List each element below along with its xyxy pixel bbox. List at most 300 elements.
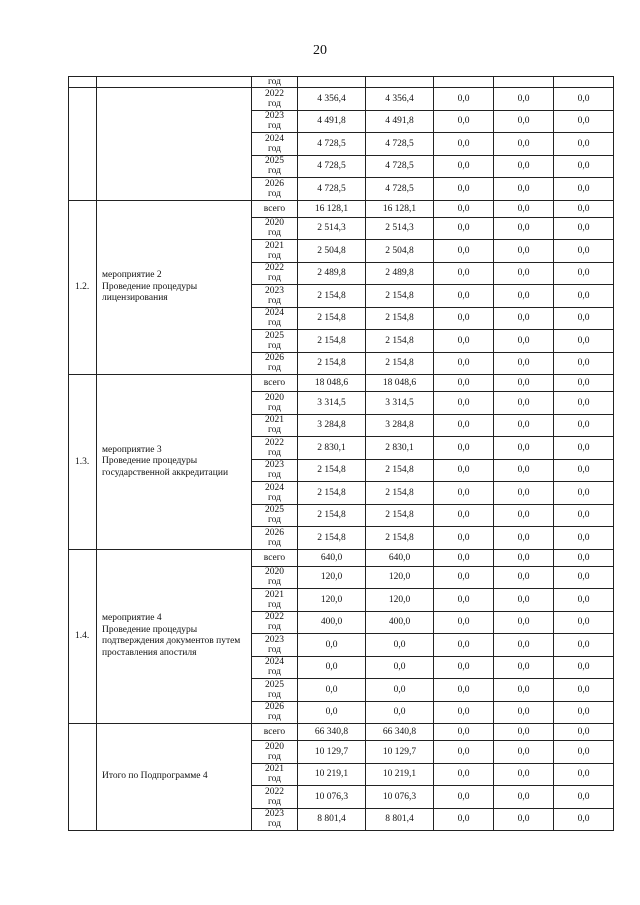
year-suffix: год xyxy=(268,470,281,481)
value-cell: 120,0 xyxy=(298,589,366,612)
year-cell xyxy=(252,741,298,764)
number-cell xyxy=(69,77,97,88)
value-cell: 0,0 xyxy=(494,217,554,240)
year-suffix: год xyxy=(268,295,281,306)
year-value: 2021 xyxy=(265,589,284,600)
value-cell: 0,0 xyxy=(434,178,494,201)
value-cell: 0,0 xyxy=(554,392,614,415)
year-suffix: год xyxy=(268,689,281,700)
value-cell: 0,0 xyxy=(494,178,554,201)
year-value: 2024 xyxy=(265,133,284,144)
value-cell: 0,0 xyxy=(494,656,554,679)
value-cell: 2 154,8 xyxy=(298,330,366,353)
year-suffix: год xyxy=(268,622,281,633)
year-value: 2020 xyxy=(265,218,284,229)
year-value: 2021 xyxy=(265,240,284,251)
value-cell: 0,0 xyxy=(494,724,554,741)
value-cell: 0,0 xyxy=(554,459,614,482)
year-value: всего xyxy=(263,203,286,214)
year-value: 2021 xyxy=(265,764,284,775)
value-cell: 0,0 xyxy=(554,307,614,330)
value-cell: 0,0 xyxy=(434,701,494,724)
value-cell: 0,0 xyxy=(494,414,554,437)
value-cell: 120,0 xyxy=(366,566,434,589)
year-cell: год xyxy=(252,77,298,88)
value-cell: 0,0 xyxy=(554,786,614,809)
year-cell xyxy=(252,88,298,111)
value-cell: 0,0 xyxy=(366,701,434,724)
value-cell: 0,0 xyxy=(554,110,614,133)
value-cell: 120,0 xyxy=(298,566,366,589)
value-cell: 0,0 xyxy=(494,240,554,263)
year-cell xyxy=(252,307,298,330)
value-cell: 0,0 xyxy=(298,656,366,679)
year-value: 2022 xyxy=(265,612,284,623)
value-cell: 0,0 xyxy=(434,375,494,392)
year-cell xyxy=(252,589,298,612)
value-cell: 0,0 xyxy=(554,724,614,741)
value-cell: 0,0 xyxy=(554,330,614,353)
table-row-continuation xyxy=(69,77,614,88)
year-value: 2021 xyxy=(265,415,284,426)
value-cell: 0,0 xyxy=(554,808,614,831)
value-cell: 0,0 xyxy=(554,504,614,527)
value-cell: 0,0 xyxy=(494,679,554,702)
value-cell: 0,0 xyxy=(494,110,554,133)
value-cell: 3 284,8 xyxy=(298,414,366,437)
year-cell xyxy=(252,482,298,505)
item-name xyxy=(97,200,252,375)
year-value: 2025 xyxy=(265,505,284,516)
value-cell: 2 154,8 xyxy=(298,285,366,308)
item-name-line: Проведение процедуры xyxy=(102,281,198,292)
value-cell: 2 154,8 xyxy=(298,307,366,330)
year-cell xyxy=(252,459,298,482)
value-cell: 16 128,1 xyxy=(366,200,434,217)
value-cell: 0,0 xyxy=(434,217,494,240)
table-row xyxy=(69,375,614,392)
year-cell xyxy=(252,330,298,353)
value-cell: 0,0 xyxy=(554,200,614,217)
year-cell xyxy=(252,110,298,133)
value-cell: 0,0 xyxy=(554,155,614,178)
value-cell: 0,0 xyxy=(366,634,434,657)
year-cell xyxy=(252,240,298,263)
year-cell xyxy=(252,200,298,217)
value-cell: 0,0 xyxy=(434,656,494,679)
year-suffix: год xyxy=(268,537,281,548)
year-value: 2025 xyxy=(265,156,284,167)
value-cell: 0,0 xyxy=(554,133,614,156)
item-name-line: мероприятие 3 xyxy=(102,444,162,455)
year-cell xyxy=(252,437,298,460)
year-suffix: год xyxy=(268,492,281,503)
value-cell: 10 129,7 xyxy=(298,741,366,764)
year-value: всего xyxy=(263,727,286,737)
year-cell xyxy=(252,217,298,240)
value-cell: 0,0 xyxy=(494,763,554,786)
table-row xyxy=(69,549,614,566)
value-cell: 0,0 xyxy=(554,527,614,550)
value-cell: 10 076,3 xyxy=(298,786,366,809)
value-cell: 0,0 xyxy=(434,549,494,566)
year-cell xyxy=(252,178,298,201)
value-cell: 0,0 xyxy=(434,786,494,809)
item-name xyxy=(97,88,252,201)
value-cell: 2 154,8 xyxy=(366,330,434,353)
value-cell: 4 491,8 xyxy=(298,110,366,133)
value-cell: 0,0 xyxy=(434,763,494,786)
item-name-line: Итого по Подпрограмме 4 xyxy=(102,771,208,782)
value-cell: 2 504,8 xyxy=(298,240,366,263)
value-cell: 0,0 xyxy=(494,133,554,156)
year-cell xyxy=(252,504,298,527)
year-suffix: год xyxy=(268,796,281,807)
value-cell: 0,0 xyxy=(434,527,494,550)
value-cell xyxy=(554,77,614,88)
value-cell: 0,0 xyxy=(554,611,614,634)
year-suffix: год xyxy=(268,340,281,351)
year-suffix: год xyxy=(268,143,281,154)
value-cell: 0,0 xyxy=(494,741,554,764)
value-cell: 0,0 xyxy=(494,701,554,724)
value-cell: 0,0 xyxy=(494,786,554,809)
value-cell: 0,0 xyxy=(554,482,614,505)
value-cell: 2 154,8 xyxy=(366,459,434,482)
value-cell: 18 048,6 xyxy=(298,375,366,392)
year-cell xyxy=(252,786,298,809)
year-value: 2020 xyxy=(265,741,284,752)
value-cell: 4 728,5 xyxy=(298,133,366,156)
value-cell xyxy=(366,77,434,88)
value-cell: 0,0 xyxy=(434,110,494,133)
value-cell: 0,0 xyxy=(434,285,494,308)
value-cell: 0,0 xyxy=(434,200,494,217)
year-suffix: год xyxy=(268,712,281,723)
value-cell: 0,0 xyxy=(434,352,494,375)
year-cell xyxy=(252,527,298,550)
value-cell: 0,0 xyxy=(494,352,554,375)
value-cell: 10 219,1 xyxy=(366,763,434,786)
value-cell: 0,0 xyxy=(554,352,614,375)
year-value: 2024 xyxy=(265,482,284,493)
item-name-line: лицензирования xyxy=(102,293,168,303)
value-cell: 0,0 xyxy=(554,589,614,612)
value-cell: 0,0 xyxy=(494,504,554,527)
value-cell: 0,0 xyxy=(554,634,614,657)
year-cell xyxy=(252,352,298,375)
value-cell: 0,0 xyxy=(298,679,366,702)
value-cell: 0,0 xyxy=(494,307,554,330)
value-cell: 0,0 xyxy=(298,634,366,657)
year-suffix: год xyxy=(268,363,281,374)
value-cell: 0,0 xyxy=(554,437,614,460)
item-name xyxy=(97,724,252,831)
value-cell: 0,0 xyxy=(434,392,494,415)
value-cell: 2 830,1 xyxy=(298,437,366,460)
year-suffix: год xyxy=(268,577,281,588)
value-cell: 4 728,5 xyxy=(366,155,434,178)
value-cell: 0,0 xyxy=(554,178,614,201)
value-cell: 0,0 xyxy=(494,808,554,831)
year-value: 2020 xyxy=(265,392,284,403)
year-cell xyxy=(252,724,298,741)
value-cell: 3 284,8 xyxy=(366,414,434,437)
year-suffix: год xyxy=(268,402,281,413)
value-cell: 0,0 xyxy=(554,763,614,786)
value-cell: 2 514,3 xyxy=(298,217,366,240)
item-name-line: Проведение процедуры xyxy=(102,624,198,635)
year-value: 2022 xyxy=(265,263,284,274)
value-cell: 640,0 xyxy=(298,549,366,566)
value-cell: 2 154,8 xyxy=(298,459,366,482)
item-name-line: подтверждения документов путем xyxy=(102,636,241,647)
value-cell: 0,0 xyxy=(434,611,494,634)
year-cell xyxy=(252,414,298,437)
year-value: 2023 xyxy=(265,460,284,471)
value-cell: 0,0 xyxy=(494,437,554,460)
page-number: 20 xyxy=(313,43,327,58)
value-cell: 0,0 xyxy=(494,549,554,566)
value-cell: 0,0 xyxy=(434,808,494,831)
value-cell: 2 504,8 xyxy=(366,240,434,263)
value-cell: 0,0 xyxy=(494,459,554,482)
value-cell: 0,0 xyxy=(494,155,554,178)
value-cell xyxy=(434,77,494,88)
year-cell xyxy=(252,392,298,415)
value-cell: 0,0 xyxy=(554,741,614,764)
year-cell xyxy=(252,549,298,566)
value-cell: 0,0 xyxy=(434,133,494,156)
value-cell: 0,0 xyxy=(494,375,554,392)
value-cell xyxy=(298,77,366,88)
value-cell: 2 154,8 xyxy=(366,482,434,505)
year-value: 2024 xyxy=(265,657,284,668)
year-suffix: год xyxy=(268,273,281,284)
year-cell xyxy=(252,701,298,724)
table-row xyxy=(69,200,614,217)
value-cell: 2 154,8 xyxy=(366,352,434,375)
value-cell: 16 128,1 xyxy=(298,200,366,217)
value-cell: 0,0 xyxy=(554,262,614,285)
year-suffix: год xyxy=(268,644,281,655)
value-cell: 0,0 xyxy=(494,634,554,657)
value-cell: 2 489,8 xyxy=(366,262,434,285)
value-cell: 0,0 xyxy=(366,679,434,702)
year-cell xyxy=(252,611,298,634)
value-cell: 0,0 xyxy=(554,285,614,308)
year-suffix: год xyxy=(268,166,281,177)
item-name-line: мероприятие 2 xyxy=(102,270,162,280)
value-cell: 66 340,8 xyxy=(298,724,366,741)
value-cell: 640,0 xyxy=(366,549,434,566)
value-cell: 3 314,5 xyxy=(366,392,434,415)
value-cell: 0,0 xyxy=(434,504,494,527)
year-value: 2023 xyxy=(265,285,284,296)
value-cell: 0,0 xyxy=(434,459,494,482)
year-cell xyxy=(252,656,298,679)
year-cell xyxy=(252,155,298,178)
value-cell: 0,0 xyxy=(434,437,494,460)
value-cell: 10 129,7 xyxy=(366,741,434,764)
year-suffix: год xyxy=(268,819,281,830)
value-cell: 0,0 xyxy=(494,262,554,285)
item-number: 1.2. xyxy=(69,200,97,375)
value-cell: 0,0 xyxy=(434,330,494,353)
year-suffix: год xyxy=(268,774,281,785)
year-cell xyxy=(252,634,298,657)
year-suffix: год xyxy=(268,318,281,329)
year-suffix: год xyxy=(268,188,281,199)
value-cell: 0,0 xyxy=(554,656,614,679)
item-name-line: проставления апостиля xyxy=(102,647,197,658)
value-cell: 0,0 xyxy=(494,482,554,505)
year-value: 2025 xyxy=(265,679,284,690)
value-cell: 4 491,8 xyxy=(366,110,434,133)
year-cell xyxy=(252,763,298,786)
value-cell: 0,0 xyxy=(554,566,614,589)
value-cell: 0,0 xyxy=(554,679,614,702)
budget-table xyxy=(68,76,614,831)
value-cell: 0,0 xyxy=(434,240,494,263)
item-name xyxy=(97,549,252,724)
year-suffix: год xyxy=(268,228,281,239)
year-value: 2023 xyxy=(265,634,284,645)
value-cell: 2 514,3 xyxy=(366,217,434,240)
value-cell: 0,0 xyxy=(494,566,554,589)
year-suffix: год xyxy=(268,751,281,762)
value-cell: 120,0 xyxy=(366,589,434,612)
value-cell: 400,0 xyxy=(298,611,366,634)
year-suffix: год xyxy=(268,599,281,610)
year-value: 2026 xyxy=(265,702,284,713)
value-cell: 2 154,8 xyxy=(298,527,366,550)
year-cell xyxy=(252,133,298,156)
value-cell: 4 728,5 xyxy=(298,178,366,201)
value-cell: 8 801,4 xyxy=(298,808,366,831)
item-number: 1.4. xyxy=(69,549,97,724)
year-cell xyxy=(252,375,298,392)
year-value: 2022 xyxy=(265,88,284,99)
value-cell: 2 830,1 xyxy=(366,437,434,460)
year-value: 2023 xyxy=(265,809,284,820)
value-cell: 0,0 xyxy=(434,482,494,505)
item-number: 1.3. xyxy=(69,375,97,550)
value-cell: 0,0 xyxy=(298,701,366,724)
value-cell: 0,0 xyxy=(494,611,554,634)
item-number xyxy=(69,88,97,201)
year-cell xyxy=(252,262,298,285)
value-cell: 0,0 xyxy=(554,375,614,392)
item-name xyxy=(97,375,252,550)
year-suffix: год xyxy=(268,425,281,436)
year-cell xyxy=(252,566,298,589)
value-cell: 0,0 xyxy=(494,88,554,111)
year-value: 2024 xyxy=(265,308,284,319)
item-number xyxy=(69,724,97,831)
value-cell: 0,0 xyxy=(554,240,614,263)
value-cell: 0,0 xyxy=(434,634,494,657)
item-name-line: мероприятие 4 xyxy=(102,613,162,624)
value-cell: 4 356,4 xyxy=(366,88,434,111)
value-cell: 0,0 xyxy=(434,262,494,285)
year-suffix: год xyxy=(268,250,281,261)
value-cell: 0,0 xyxy=(434,155,494,178)
value-cell: 2 154,8 xyxy=(366,285,434,308)
value-cell: 0,0 xyxy=(494,200,554,217)
year-value: 2025 xyxy=(265,330,284,341)
year-value: 2026 xyxy=(265,178,284,189)
value-cell: 3 314,5 xyxy=(298,392,366,415)
value-cell: 0,0 xyxy=(434,88,494,111)
value-cell: 18 048,6 xyxy=(366,375,434,392)
year-value: 2020 xyxy=(265,567,284,578)
year-value: 2022 xyxy=(265,786,284,797)
value-cell: 0,0 xyxy=(434,589,494,612)
value-cell: 0,0 xyxy=(494,589,554,612)
value-cell: 0,0 xyxy=(434,724,494,741)
value-cell: 0,0 xyxy=(494,285,554,308)
table-body xyxy=(69,77,614,831)
year-suffix: год xyxy=(268,98,281,109)
value-cell: 0,0 xyxy=(554,217,614,240)
name-cell xyxy=(97,77,252,88)
year-suffix: год xyxy=(268,515,281,526)
year-cell xyxy=(252,679,298,702)
year-suffix: год xyxy=(268,667,281,678)
value-cell: 0,0 xyxy=(434,414,494,437)
value-cell: 10 076,3 xyxy=(366,786,434,809)
value-cell: 2 489,8 xyxy=(298,262,366,285)
value-cell: 0,0 xyxy=(494,392,554,415)
value-cell: 2 154,8 xyxy=(366,307,434,330)
value-cell: 0,0 xyxy=(554,701,614,724)
year-value: 2022 xyxy=(265,437,284,448)
value-cell: 8 801,4 xyxy=(366,808,434,831)
value-cell: 2 154,8 xyxy=(366,504,434,527)
value-cell: 0,0 xyxy=(554,88,614,111)
value-cell: 4 728,5 xyxy=(366,178,434,201)
value-cell: 0,0 xyxy=(554,414,614,437)
value-cell: 400,0 xyxy=(366,611,434,634)
year-value: всего xyxy=(263,552,286,563)
table-row xyxy=(69,724,614,741)
value-cell xyxy=(494,77,554,88)
value-cell: 2 154,8 xyxy=(298,352,366,375)
value-cell: 0,0 xyxy=(554,549,614,566)
year-value: всего xyxy=(263,378,286,388)
value-cell: 0,0 xyxy=(494,330,554,353)
value-cell: 0,0 xyxy=(494,527,554,550)
value-cell: 0,0 xyxy=(366,656,434,679)
table-row xyxy=(69,88,614,111)
item-name-line: государственной аккредитации xyxy=(102,467,229,478)
item-name-line: Проведение процедуры xyxy=(102,456,198,466)
year-value: 2026 xyxy=(265,353,284,364)
value-cell: 4 728,5 xyxy=(298,155,366,178)
value-cell: 66 340,8 xyxy=(366,724,434,741)
value-cell: 2 154,8 xyxy=(298,482,366,505)
year-suffix: год xyxy=(268,447,281,458)
year-value: 2023 xyxy=(265,111,284,122)
value-cell: 4 728,5 xyxy=(366,133,434,156)
value-cell: 2 154,8 xyxy=(298,504,366,527)
year-suffix: год xyxy=(268,121,281,132)
year-cell xyxy=(252,285,298,308)
year-cell xyxy=(252,808,298,831)
value-cell: 0,0 xyxy=(434,741,494,764)
value-cell: 0,0 xyxy=(434,307,494,330)
